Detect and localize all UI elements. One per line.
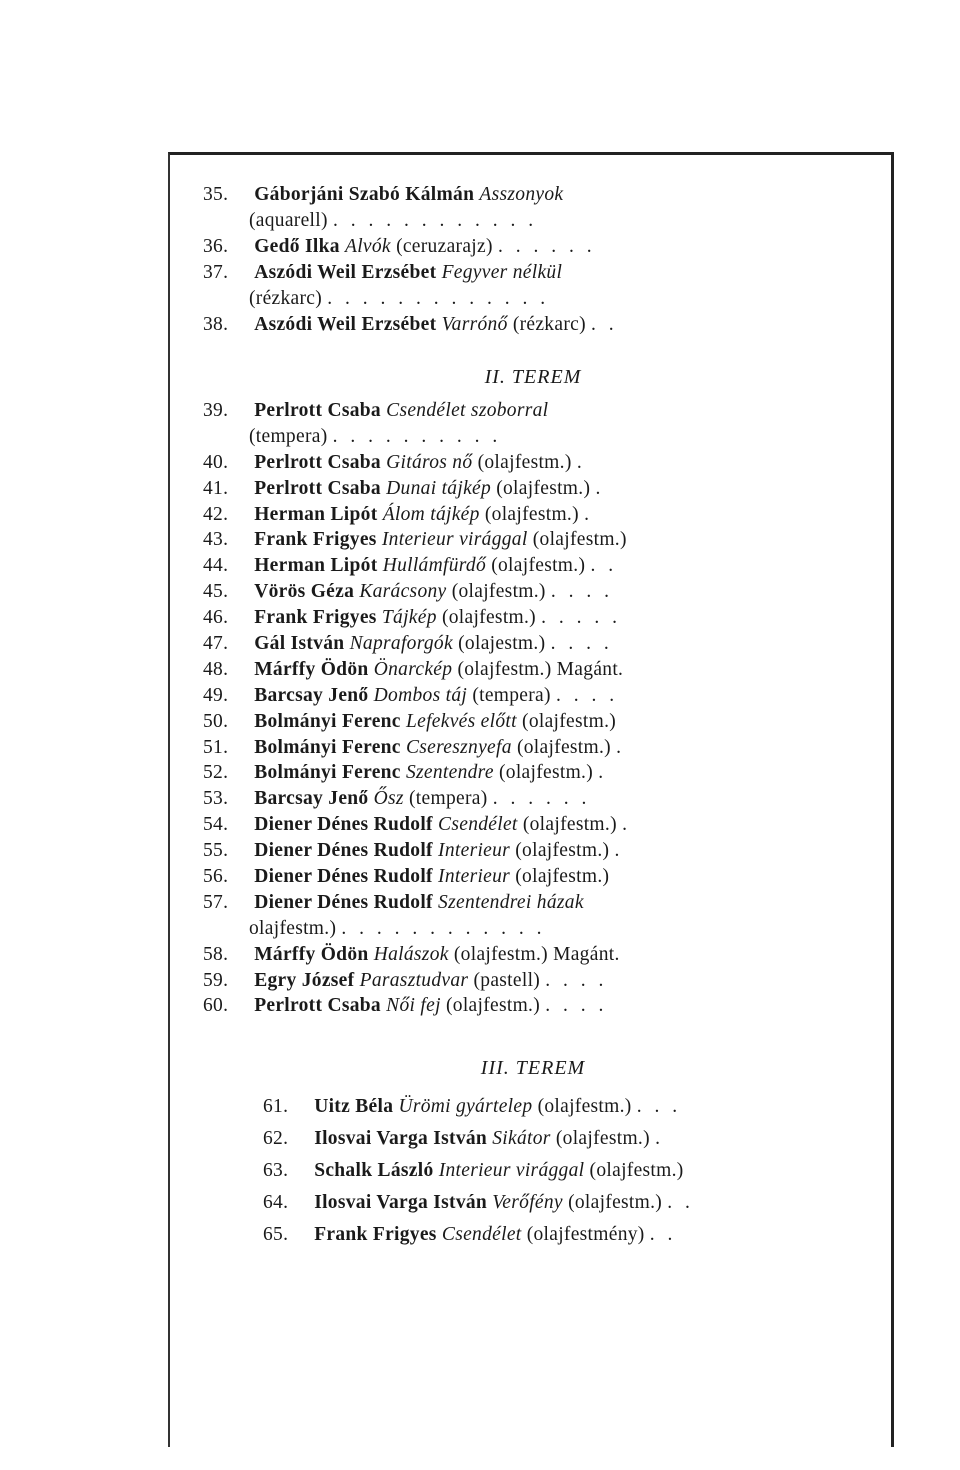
entry-author: Márffy Ödön [254, 658, 369, 680]
entry-number: 35. [203, 184, 229, 205]
entry-author: Diener Dénes Rudolf [254, 814, 433, 836]
leader-dots: . [614, 840, 624, 862]
leader-dots: . . . . [555, 684, 619, 706]
entry-technique: (ceruzarajz) [396, 236, 493, 257]
entry-technique: (olajfestm.) [515, 840, 610, 862]
entry-title: Interieur virággal [381, 529, 528, 551]
entry-technique: (olajfestm.) [589, 1160, 684, 1182]
leader-dots: . . . . [545, 969, 608, 991]
entry-author: Gedő Ilka [254, 236, 340, 257]
entry-title: Halászok [373, 943, 449, 965]
entry-number: 62. [263, 1128, 289, 1150]
leader-dots: . . . [636, 1096, 682, 1118]
entry-title: Álom tájkép [382, 503, 480, 525]
entry-technique: (olajfestm.) [499, 762, 594, 784]
entry-author: Herman Lipót [254, 503, 378, 525]
entry-author: Bolmányi Ferenc [254, 736, 401, 758]
entry-technique: (olajfestm.) [477, 451, 572, 473]
entry-number: 45. [203, 581, 229, 603]
catalog-entry [203, 786, 763, 812]
catalog-entry [203, 579, 763, 605]
catalog-entry [203, 553, 763, 579]
section-2 [203, 398, 763, 1019]
leader-dots: . [616, 736, 626, 758]
leader-dots: . . . . . . . . . . . . [332, 210, 538, 231]
entry-title: Karácsony [359, 581, 447, 603]
catalog-entry [263, 1155, 763, 1187]
entry-author: Gál István [254, 633, 345, 655]
leader-dots: . . . . . . . . . . . . [341, 917, 546, 939]
entry-author: Ilosvai Varga István [314, 1128, 488, 1150]
leader-dots: . . . . [550, 581, 614, 603]
entry-title: Fegyver nélkül [441, 262, 563, 283]
leader-dots: . . . . . . . . . . [332, 425, 502, 447]
catalog-entry [203, 527, 763, 553]
entry-technique: (pastell) [473, 969, 541, 991]
leader-dots: . . [590, 555, 618, 577]
entry-number: 40. [203, 451, 229, 473]
entry-technique: (olajfestm.) [515, 866, 610, 888]
leader-dots: . [584, 503, 593, 525]
entry-number: 59. [203, 969, 229, 991]
entry-number: 53. [203, 788, 229, 810]
entry-title: Csendélet szoborral [386, 400, 549, 421]
catalog-entry [203, 735, 763, 761]
entry-number: 54. [203, 814, 229, 836]
entry-number: 56. [203, 866, 229, 888]
entry-technique: (olajfestm.) [516, 736, 611, 758]
catalog-entry [203, 208, 763, 234]
leader-dots: . . [591, 314, 618, 335]
entry-number: 57. [203, 891, 229, 913]
entry-number: 48. [203, 658, 229, 680]
catalog-entry [203, 812, 763, 838]
entry-author: Aszódi Weil Erzsébet [254, 314, 437, 335]
entry-title: Napraforgók [349, 633, 453, 655]
catalog-entry [203, 450, 763, 476]
entry-title: Lefekvés előtt [405, 710, 517, 732]
entry-number: 61. [263, 1096, 289, 1118]
entry-title: Asszonyok [479, 184, 564, 205]
catalog-entry [203, 234, 763, 260]
entry-number: 60. [203, 995, 229, 1017]
entry-title: Varrónő [441, 314, 508, 335]
catalog-entry [203, 942, 763, 968]
entry-author: Egry József [254, 969, 355, 991]
entry-author: Vörös Géza [254, 581, 355, 603]
leader-dots: . . [667, 1192, 694, 1214]
entry-technique: (olajfestm.) [484, 503, 579, 525]
entry-technique: (olajfestm.) [496, 477, 591, 499]
entry-technique: (tempera) [409, 788, 488, 810]
entry-author: Bolmányi Ferenc [254, 710, 401, 732]
catalog-entry [203, 260, 763, 286]
catalog-entry [203, 631, 763, 657]
entry-technique: (olajestm.) [458, 633, 546, 655]
entry-continuation: (tempera) [249, 425, 328, 447]
entry-number: 64. [263, 1192, 289, 1214]
entry-number: 46. [203, 607, 229, 629]
catalog-entry [263, 1187, 763, 1219]
entry-author: Diener Dénes Rudolf [254, 891, 433, 913]
entry-title: Dunai tájkép [386, 477, 492, 499]
entry-title: Sikátor [492, 1128, 551, 1150]
entry-title: Ősz [373, 788, 404, 810]
entry-number: 47. [203, 633, 229, 655]
entry-author: Diener Dénes Rudolf [254, 866, 433, 888]
leader-dots: . [576, 451, 586, 473]
entry-title: Tájkép [381, 607, 437, 629]
entry-title: Alvók [344, 236, 391, 257]
entry-technique: (olajfestm.) Magánt. [457, 658, 624, 680]
entry-continuation: olajfestm.) [249, 917, 337, 939]
catalog-entry [263, 1219, 763, 1251]
entry-author: Bolmányi Ferenc [254, 762, 401, 784]
entry-number: 50. [203, 710, 229, 732]
catalog-entry [203, 968, 763, 994]
catalog-entry [203, 657, 763, 683]
entry-number: 38. [203, 314, 229, 335]
entry-number: 43. [203, 529, 229, 551]
entry-title: Csendélet [438, 814, 518, 836]
entry-author: Frank Frigyes [314, 1224, 437, 1246]
leader-dots: . . . . [545, 995, 608, 1017]
entry-technique: (olajfestm.) [555, 1128, 650, 1150]
entry-number: 37. [203, 262, 229, 283]
entry-number: 39. [203, 400, 229, 421]
entry-author: Perlrott Csaba [254, 451, 381, 473]
leader-dots: . [655, 1128, 664, 1150]
leader-dots: . [598, 762, 608, 784]
catalog-entry [263, 1123, 763, 1155]
entry-title: Önarckép [373, 658, 453, 680]
catalog-entry [203, 286, 763, 312]
entry-author: Gáborjáni Szabó Kálmán [254, 184, 475, 205]
entry-technique: (olajfestm.) [451, 581, 546, 603]
entry-technique: (olajfestm.) [441, 607, 536, 629]
entry-author: Schalk László [314, 1160, 434, 1182]
entry-technique: (olajfestm.) [522, 814, 617, 836]
entry-author: Barcsay Jenő [254, 788, 369, 810]
entry-author: Aszódi Weil Erzsébet [254, 262, 437, 283]
catalog-entry [203, 398, 763, 424]
entry-title: Csendélet [441, 1224, 522, 1246]
leader-dots: . . . . . [541, 607, 622, 629]
entry-title: Dombos táj [373, 684, 468, 706]
entry-title: Ürömi gyártelep [398, 1096, 533, 1118]
entry-author: Márffy Ödön [254, 943, 369, 965]
entry-technique: (olajfestm.) [491, 555, 586, 577]
entry-number: 36. [203, 236, 229, 257]
entry-technique: (olajfestm.) [445, 995, 541, 1017]
leader-dots: . [622, 814, 631, 836]
entry-title: Interieur [438, 840, 511, 862]
entry-technique: (olajfestm.) Magánt. [453, 943, 620, 965]
catalog-entry [203, 502, 763, 528]
entry-technique: (olajfestmény) [526, 1224, 645, 1246]
entry-number: 55. [203, 840, 229, 862]
entry-technique: (olajfestm.) [568, 1192, 663, 1214]
entry-author: Perlrott Csaba [254, 995, 381, 1017]
catalog-entry [203, 916, 763, 942]
catalog-entry [203, 605, 763, 631]
entry-title: Parasztudvar [359, 969, 469, 991]
entry-title: Szentendrei házak [438, 891, 584, 913]
entry-author: Herman Lipót [254, 555, 378, 577]
section-1 [203, 182, 763, 338]
catalog-entry [203, 993, 763, 1019]
entry-number: 49. [203, 684, 229, 706]
catalog-entry [203, 890, 763, 916]
entry-number: 42. [203, 503, 229, 525]
entry-author: Diener Dénes Rudolf [254, 840, 433, 862]
leader-dots: . . . . [550, 633, 613, 655]
catalog-entry [203, 864, 763, 890]
catalog-list [203, 182, 763, 1251]
entry-number: 52. [203, 762, 229, 784]
entry-title: Gitáros nő [386, 451, 473, 473]
entry-technique: (tempera) [472, 684, 551, 706]
entry-title: Női fej [386, 995, 441, 1017]
catalog-entry [203, 312, 763, 338]
section-3 [203, 1091, 763, 1251]
entry-number: 44. [203, 555, 229, 577]
entry-technique: (rézkarc) [512, 314, 586, 335]
catalog-entry [203, 709, 763, 735]
entry-title: Hullámfürdő [382, 555, 487, 577]
entry-author: Frank Frigyes [254, 607, 377, 629]
section-heading-2: II. TEREM [484, 366, 582, 388]
leader-dots: . . . . . . [497, 236, 596, 257]
entry-number: 51. [203, 736, 229, 758]
leader-dots: . . [649, 1224, 677, 1246]
entry-title: Szentendre [405, 762, 494, 784]
catalog-entry [203, 476, 763, 502]
entry-number: 65. [263, 1224, 289, 1246]
entry-author: Perlrott Csaba [254, 400, 381, 421]
catalog-entry [203, 838, 763, 864]
entry-author: Barcsay Jenő [254, 684, 369, 706]
entry-number: 58. [203, 943, 229, 965]
catalog-entry [203, 182, 763, 208]
entry-author: Frank Frigyes [254, 529, 377, 551]
catalog-entry [263, 1091, 763, 1123]
entry-number: 63. [263, 1160, 289, 1182]
entry-number: 41. [203, 477, 229, 499]
leader-dots: . [595, 477, 605, 499]
entry-continuation: (aquarell) [249, 210, 328, 231]
entry-technique: (olajfestm.) [522, 710, 617, 732]
catalog-entry [203, 424, 763, 450]
entry-title: Interieur [438, 866, 511, 888]
leader-dots: . . . . . . [492, 788, 591, 810]
entry-continuation: (rézkarc) [249, 288, 323, 309]
catalog-entry [203, 683, 763, 709]
entry-technique: (olajfestm.) [532, 529, 627, 551]
entry-author: Perlrott Csaba [254, 477, 381, 499]
catalog-entry [203, 760, 763, 786]
entry-author: Ilosvai Varga István [314, 1192, 488, 1214]
leader-dots: . . . . . . . . . . . . . [327, 288, 550, 309]
entry-title: Cseresznyefa [405, 736, 512, 758]
section-heading-3: III. TEREM [480, 1057, 586, 1080]
entry-title: Interieur virággal [438, 1160, 585, 1182]
entry-technique: (olajfestm.) [537, 1096, 632, 1118]
entry-author: Uitz Béla [314, 1096, 394, 1118]
entry-title: Verőfény [492, 1192, 563, 1214]
